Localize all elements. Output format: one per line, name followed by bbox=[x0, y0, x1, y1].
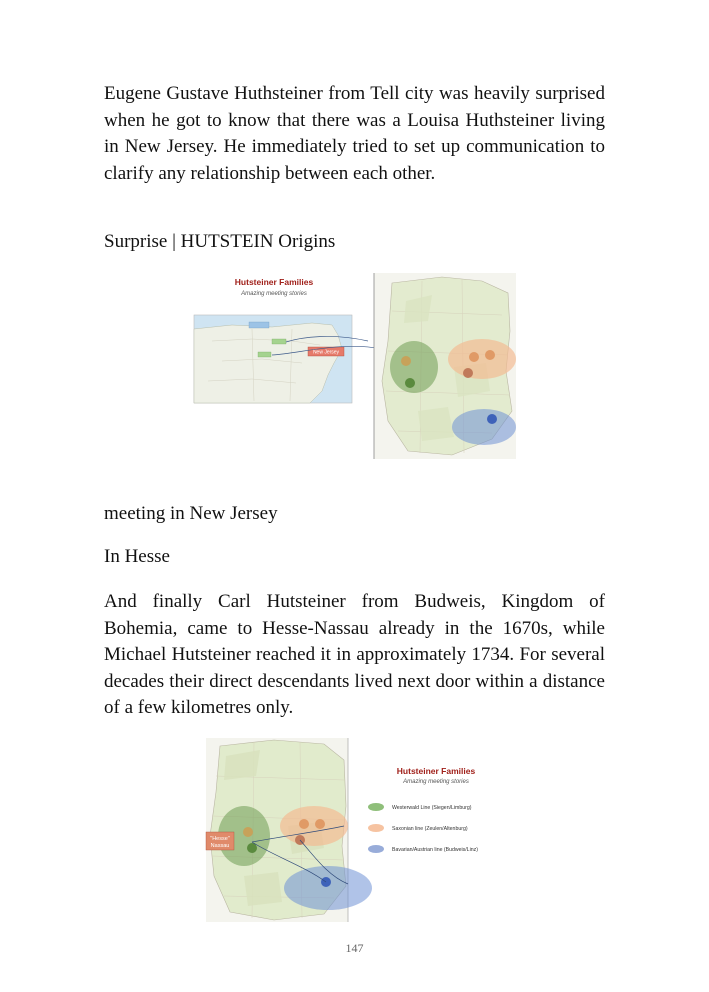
figure1-subtitle: Amazing meeting stories bbox=[241, 291, 307, 297]
figure-families-map bbox=[204, 736, 508, 922]
paragraph-eugene: Eugene Gustave Huthsteiner from Tell city was heavily surprised when he got to know that there was a Louisa Huthsteiner living in New Jersey. He immediately tried to set up communication to clarify any relationship between each other. bbox=[104, 83, 605, 184]
figure1-title: Hutsteiner Families bbox=[234, 277, 314, 287]
germany-lines-map bbox=[206, 738, 372, 922]
map-legend bbox=[368, 766, 478, 853]
figure2-title: Hutsteiner Families bbox=[396, 766, 476, 776]
legend-saxonian: Saxonian line (Zeulen/Altenburg) bbox=[392, 826, 468, 832]
section-heading-hesse: In Hesse bbox=[104, 546, 170, 567]
usa-map bbox=[194, 315, 382, 403]
figure-caption-meeting: meeting in New Jersey bbox=[104, 503, 278, 524]
figure-meeting-map bbox=[192, 271, 518, 461]
legend-westerwald: Westerwald Line (Siegen/Limburg) bbox=[392, 805, 472, 811]
germany-map bbox=[374, 273, 516, 459]
figure-caption-surprise: Surprise | HUTSTEIN Origins bbox=[104, 231, 336, 252]
figure2-subtitle: Amazing meeting stories bbox=[403, 779, 469, 785]
legend-bavarian: Bavarian/Austrian line (Budweis/Linz) bbox=[392, 847, 478, 853]
page-number: 147 bbox=[345, 941, 364, 955]
new-jersey-label: New Jersey bbox=[312, 349, 340, 356]
nassau-label: Nassau bbox=[210, 843, 230, 849]
paragraph-carl: And finally Carl Hutsteiner from Budweis, Kingdom of Bohemia, came to Hesse-Nassau already in the 1670s, while Michael Hutsteiner reached it in approximately 1734. For several decades their direct descendants lived next door within a distance of a few kilometres only. bbox=[104, 591, 605, 718]
hesse-label: "Hesse" bbox=[210, 836, 230, 842]
